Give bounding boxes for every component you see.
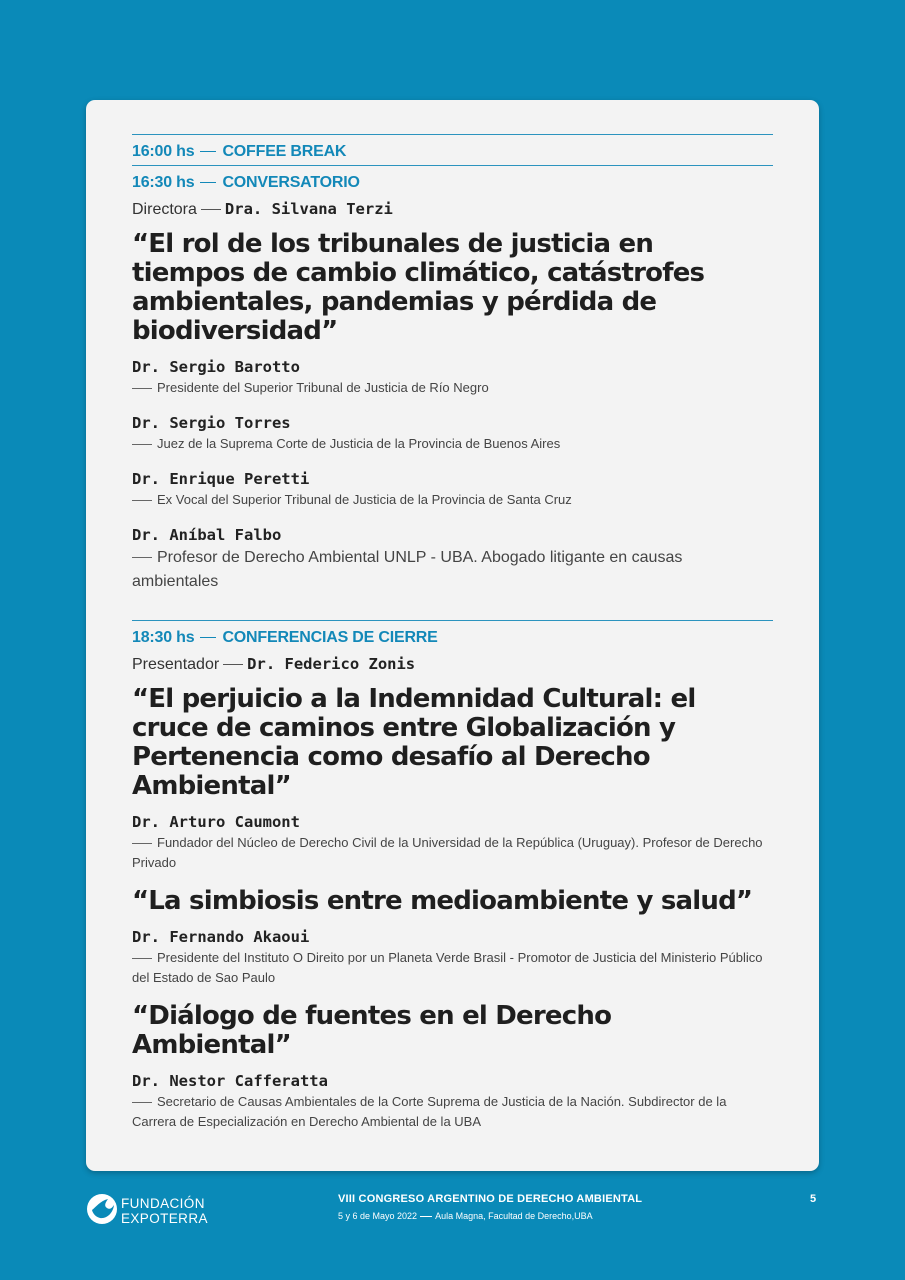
program-content [132, 134, 773, 1146]
dash [200, 637, 216, 638]
session-title: CONVERSATORIO [222, 174, 360, 191]
speaker-desc: Fundador del Núcleo de Derecho Civil de la Universidad de la República (Uruguay). Profesor de Derecho Privado [132, 835, 763, 870]
session-conversatorio [132, 166, 773, 196]
speaker-desc: Secretario de Causas Ambientales de la Corte Suprema de Justicia de la Nación. Subdirector de la Carrera de Especialización en Derecho Ambiental de la UBA [132, 1094, 727, 1129]
speaker-desc: Presidente del Instituto O Direito por un Planeta Verde Brasil - Promotor de Justicia del Ministerio Público del Estado de Sao Paulo [132, 950, 763, 985]
speaker [132, 1070, 773, 1132]
talk-title: “Diálogo de fuentes en el Derecho Ambiental” [132, 1001, 612, 1060]
org-line: EXPOTERRA [121, 1211, 208, 1226]
presenter-line [132, 655, 773, 679]
speaker [132, 926, 773, 988]
speaker [132, 811, 773, 873]
speaker-name: Dr. Enrique Peretti [132, 470, 310, 488]
session-time: 18:30 hs [132, 629, 195, 646]
speaker-desc: Profesor de Derecho Ambiental UNLP - UBA. Abogado litigante en causas ambientales [132, 549, 683, 590]
talk-title: “El perjuicio a la Indemnidad Cultural: el cruce de caminos entre Globalización y Pertenencia como desafío al Derecho Ambiental” [132, 684, 696, 801]
role-label: Presentador [132, 656, 220, 673]
session-coffee-break [132, 135, 773, 165]
speaker-name: Dr. Nestor Cafferatta [132, 1072, 328, 1090]
session-cierre [132, 621, 773, 651]
speaker [132, 356, 773, 398]
dash [200, 182, 216, 183]
role-label: Directora [132, 201, 197, 218]
event-place: Aula Magna, Facultad de Derecho,UBA [435, 1211, 593, 1221]
speaker-name: Dr. Sergio Torres [132, 414, 291, 432]
page-number: 5 [810, 1193, 817, 1205]
speaker [132, 412, 773, 454]
speaker-name: Dr. Fernando Akaoui [132, 928, 310, 946]
speaker-name: Dr. Arturo Caumont [132, 813, 300, 831]
presenter-name: Dr. Federico Zonis [247, 655, 416, 673]
org-name [121, 1196, 208, 1226]
session-time: 16:00 hs [132, 143, 195, 160]
event-details [338, 1211, 593, 1221]
page-footer [0, 1185, 905, 1245]
program-card [86, 100, 819, 1171]
dash [200, 151, 216, 152]
talk-title: “La simbiosis entre medioambiente y salud” [132, 886, 753, 916]
org-line: FUNDACIÓN [121, 1196, 205, 1211]
dash [201, 209, 221, 210]
dash [223, 664, 243, 665]
director-name: Dra. Silvana Terzi [224, 200, 393, 218]
speaker-name: Dr. Aníbal Falbo [132, 526, 282, 544]
speaker-name: Dr. Sergio Barotto [132, 358, 300, 376]
dove-logo-icon [86, 1193, 118, 1225]
director-line [132, 200, 773, 224]
session-title: CONFERENCIAS DE CIERRE [222, 629, 438, 646]
speaker [132, 524, 773, 594]
speaker-desc: Ex Vocal del Superior Tribunal de Justicia de la Provincia de Santa Cruz [132, 490, 773, 510]
speaker [132, 468, 773, 510]
session-title: COFFEE BREAK [222, 143, 347, 160]
session-time: 16:30 hs [132, 174, 195, 191]
speaker-desc: Juez de la Suprema Corte de Justicia de la Provincia de Buenos Aires [132, 434, 773, 454]
speaker-desc: Presidente del Superior Tribunal de Justicia de Río Negro [132, 378, 773, 398]
talk-title: “El rol de los tribunales de justicia en tiempos de cambio climático, catástrofes ambientales, pandemias y pérdida de biodiversidad” [132, 229, 705, 346]
event-date: 5 y 6 de Mayo 2022 [338, 1211, 418, 1221]
event-title: VIII CONGRESO ARGENTINO DE DERECHO AMBIENTAL [338, 1193, 643, 1205]
